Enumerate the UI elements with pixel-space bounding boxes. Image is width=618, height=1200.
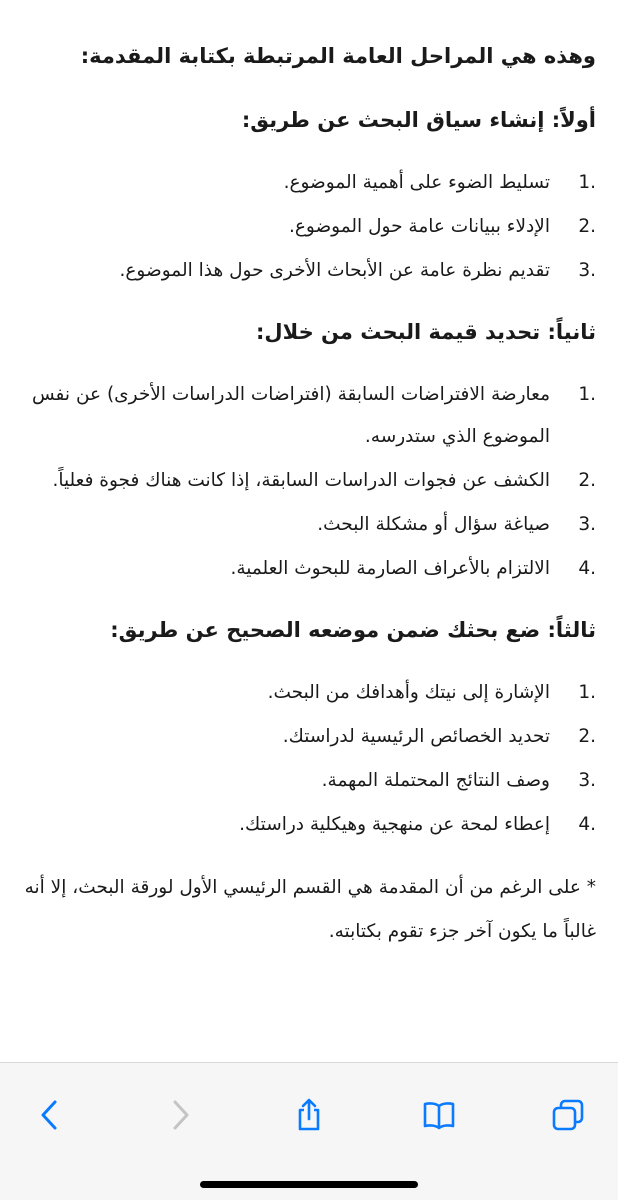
section-2-title: ثانياً: تحديد قيمة البحث من خلال: (256, 320, 596, 344)
list-text: وصف النتائج المحتملة المهمة. (321, 770, 550, 791)
list-item (24, 206, 596, 248)
list-item (24, 804, 596, 846)
footnote-text: * على الرغم من أن المقدمة هي القسم الرئيسي الأول لورقة البحث، إلا أنه غالباً ما يكون آخر جزء تقوم بكتابته. (24, 877, 596, 942)
tabs-icon (551, 1098, 585, 1132)
book-icon (422, 1098, 456, 1132)
section-3-title: ثالثاً: ضع بحثك ضمن موضعه الصحيح عن طريق: (110, 618, 596, 642)
list-item (24, 716, 596, 758)
list-text: الإدلاء ببيانات عامة حول الموضوع. (288, 216, 550, 237)
list-text: الإشارة إلى نيتك وأهدافك من البحث. (267, 682, 550, 703)
list-text: تسليط الضوء على أهمية الموضوع. (283, 172, 550, 193)
list-text: الكشف عن فجوات الدراسات السابقة، إذا كانت هناك فجوة فعلياً. (52, 470, 550, 491)
home-indicator (200, 1181, 418, 1188)
list-text: معارضة الافتراضات السابقة (افتراضات الدراسات الأخرى) عن نفس الموضوع الذي ستدرسه. (31, 384, 550, 447)
intro-heading: وهذه هي المراحل العامة المرتبطة بكتابة المقدمة: (80, 44, 596, 68)
chevron-right-icon (163, 1098, 197, 1132)
list-text: تقديم نظرة عامة عن الأبحاث الأخرى حول هذا الموضوع. (119, 260, 550, 281)
bookmarks-button[interactable] (417, 1093, 461, 1137)
list-item (24, 504, 596, 546)
list-item (24, 162, 596, 204)
list-number: 3. (578, 770, 596, 791)
list-item (24, 250, 596, 292)
list-item (24, 760, 596, 802)
section-2-list (24, 374, 596, 590)
share-button[interactable] (287, 1093, 331, 1137)
list-text: تحديد الخصائص الرئيسية لدراستك. (282, 726, 550, 747)
forward-button[interactable] (158, 1093, 202, 1137)
list-item (24, 672, 596, 714)
list-number: 2. (578, 726, 596, 747)
list-text: إعطاء لمحة عن منهجية وهيكلية دراستك. (239, 814, 550, 835)
list-number: 3. (578, 514, 596, 535)
list-text: صياغة سؤال أو مشكلة البحث. (317, 514, 550, 535)
list-number: 2. (578, 216, 596, 237)
section-1-title: أولاً: إنشاء سياق البحث عن طريق: (241, 108, 596, 132)
list-number: 1. (578, 682, 596, 703)
section-1-list (24, 162, 596, 292)
browser-toolbar (0, 1062, 618, 1200)
list-number: 2. (578, 470, 596, 491)
list-number: 1. (578, 172, 596, 193)
list-item (24, 548, 596, 590)
list-text: الالتزام بالأعراف الصارمة للبحوث العلمية. (230, 558, 550, 579)
list-number: 4. (578, 558, 596, 579)
list-number: 1. (578, 384, 596, 405)
list-number: 4. (578, 814, 596, 835)
share-icon (292, 1098, 326, 1132)
list-item (24, 374, 596, 458)
back-button[interactable] (28, 1093, 72, 1137)
tabs-button[interactable] (546, 1093, 590, 1137)
section-3-list (24, 672, 596, 846)
list-number: 3. (578, 260, 596, 281)
chevron-left-icon (33, 1098, 67, 1132)
list-item (24, 460, 596, 502)
